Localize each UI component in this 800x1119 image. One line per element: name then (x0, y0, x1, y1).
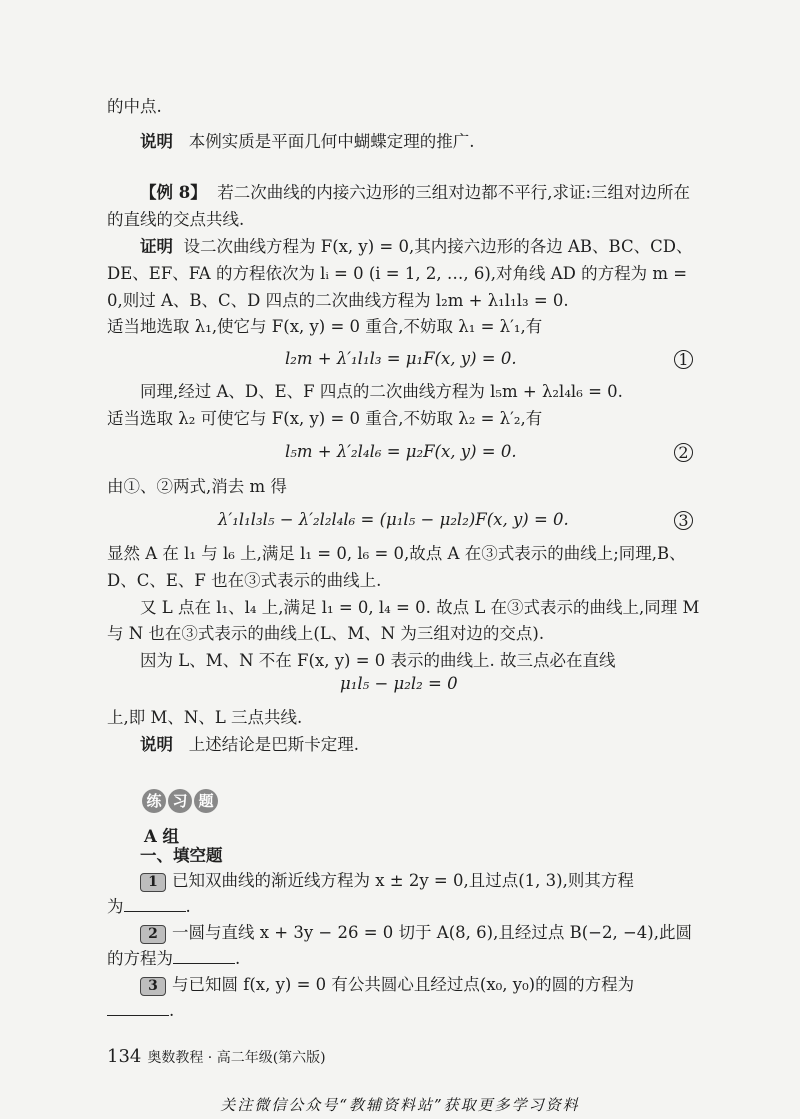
remark-text: 本例实质是平面几何中蝴蝶定理的推广. (188, 132, 475, 151)
exercise-badge: 题 (194, 789, 218, 813)
text-line: 适当地选取 λ₁,使它与 F(x, y) = 0 重合,不妨取 λ₁ = λ′₁,有 (107, 317, 543, 336)
question-2 (140, 922, 692, 944)
equation-3: λ′₁l₁l₃l₅ − λ′₂l₂l₄l₆ = (μ₁l₅ − μ₂l₂)F(x, y) = 0. (218, 510, 569, 529)
question-2-cont (107, 948, 240, 970)
text-line: 的中点. (107, 97, 162, 116)
group-title: A 组 (144, 827, 180, 846)
text-line: 0,则过 A、B、C、D 四点的二次曲线方程为 l₂m + λ₁l₁l₃ = 0. (107, 291, 569, 310)
question-text: 一圆与直线 x + 3y − 26 = 0 切于 A(8, 6),且经过点 B(−2, −4),此圆 (172, 923, 692, 942)
text-line: 因为 L、M、N 不在 F(x, y) = 0 表示的曲线上. 故三点必在直线 (140, 651, 616, 670)
equation-number-3: 3 (674, 511, 693, 530)
text-line: 适当选取 λ₂ 可使它与 F(x, y) = 0 重合,不妨取 λ₂ = λ′₂,有 (107, 409, 543, 428)
question-1 (140, 870, 634, 892)
example-title (140, 182, 690, 204)
question-text: 的方程为 (107, 949, 173, 968)
question-text: 已知双曲线的渐近线方程为 x ± 2y = 0,且过点(1, 3),则其方程 (172, 871, 634, 890)
question-text: 与已知圆 f(x, y) = 0 有公共圆心且经过点(x₀, y₀)的圆的方程为 (172, 975, 635, 994)
page-number: 134 (107, 1046, 142, 1067)
remark-text: 上述结论是巴斯卡定理. (188, 735, 359, 754)
answer-blank (124, 897, 186, 912)
text-line: D、C、E、F 也在③式表示的曲线上. (107, 571, 382, 590)
question-3 (140, 974, 634, 996)
question-1-cont (107, 896, 191, 918)
example-label: 【例 8】 (140, 183, 207, 202)
equation-number-1: 1 (674, 350, 693, 369)
text-line: DE、EF、FA 的方程依次为 lᵢ = 0 (i = 1, 2, …, 6),对角线 AD 的方程为 m = (107, 264, 688, 283)
exercise-heading (142, 789, 220, 817)
example-text: 若二次曲线的内接六边形的三组对边都不平行,求证:三组对边所在 (217, 183, 691, 202)
period: . (185, 897, 191, 916)
watermark-text: 关注微信公众号“教辅资料站”获取更多学习资料 (220, 1096, 580, 1114)
text-line: 与 N 也在③式表示的曲线上(L、M、N 为三组对边的交点). (107, 624, 545, 643)
question-3-cont (107, 1000, 174, 1022)
equation-2: l₅m + λ′₂l₄l₆ = μ₂F(x, y) = 0. (285, 442, 517, 461)
proof-label: 证明 (140, 237, 173, 256)
period: . (235, 949, 241, 968)
text-line: 的直线的交点共线. (107, 210, 245, 229)
question-number: 2 (140, 925, 166, 944)
equation-number-2: 2 (674, 443, 693, 462)
exercise-badge: 习 (168, 789, 192, 813)
text-line: 显然 A 在 l₁ 与 l₆ 上,满足 l₁ = 0, l₆ = 0,故点 A 在③式表示的曲线上;同理,B、 (107, 544, 686, 563)
remark-2 (140, 734, 359, 756)
text-line: 上,即 M、N、L 三点共线. (107, 708, 303, 727)
remark-1 (140, 131, 475, 153)
remark-label: 说明 (140, 735, 173, 754)
proof-text: 设二次曲线方程为 F(x, y) = 0,其内接六边形的各边 AB、BC、CD、 (183, 237, 693, 256)
book-title: 奥数教程 · 高二年级(第六版) (147, 1050, 326, 1066)
section-title: 一、填空题 (140, 846, 223, 865)
equation-1: l₂m + λ′₁l₁l₃ = μ₁F(x, y) = 0. (285, 349, 517, 368)
equation-4: μ₁l₅ − μ₂l₂ = 0 (340, 674, 458, 693)
question-number: 3 (140, 977, 166, 996)
question-text: 为 (107, 897, 124, 916)
exercise-badge: 练 (142, 789, 166, 813)
answer-blank (173, 949, 235, 964)
page-footer (107, 1046, 326, 1067)
text-line: 又 L 点在 l₁、l₄ 上,满足 l₁ = 0, l₄ = 0. 故点 L 在③式表示的曲线上,同理 M (140, 598, 700, 617)
question-number: 1 (140, 873, 166, 892)
text-line: 同理,经过 A、D、E、F 四点的二次曲线方程为 l₅m + λ₂l₄l₆ = 0. (140, 382, 623, 401)
proof-start (140, 236, 692, 258)
period: . (169, 1001, 175, 1020)
remark-label: 说明 (140, 132, 173, 151)
text-line: 由①、②两式,消去 m 得 (107, 477, 287, 496)
answer-blank (107, 1001, 169, 1016)
